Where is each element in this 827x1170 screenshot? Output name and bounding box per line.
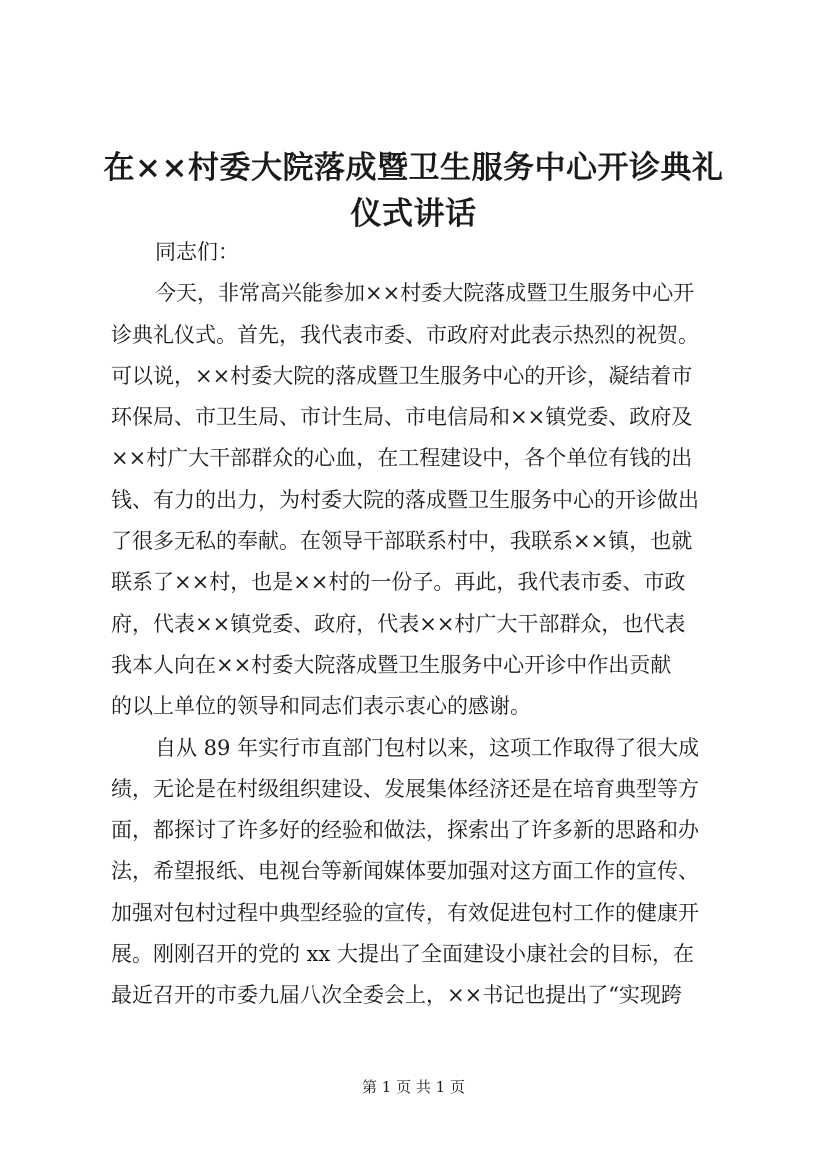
page-footer: 第 1 页 共 1 页: [362, 1078, 465, 1096]
document-body: [111, 232, 751, 1017]
body-line: 诊典礼仪式。首先，我代表市委、市政府对此表示热烈的祝贺。: [111, 322, 699, 347]
body-line: 绩，无论是在村级组织建设、发展集体经济还是在培育典型等方: [111, 776, 699, 801]
body-line: 面，都探讨了许多好的经验和做法，探索出了许多新的思路和办: [111, 818, 699, 843]
document-title-line-1: 在××村委大院落成暨卫生服务中心开诊典礼: [103, 150, 724, 186]
body-line: 最近召开的市委九届八次全委会上，××书记也提出了“实现跨: [111, 983, 682, 1008]
body-line: 联系了××村，也是××村的一份子。再此，我代表市委、市政: [111, 570, 686, 595]
body-line: 今天，非常高兴能参加××村委大院落成暨卫生服务中心开: [155, 281, 695, 306]
body-line: 可以说，××村委大院的落成暨卫生服务中心的开诊，凝结着市: [111, 363, 693, 388]
body-line: 自从 89 年实行市直部门包村以来，这项工作取得了很大成: [155, 735, 700, 760]
body-line: 的以上单位的领导和同志们表示衷心的感谢。: [111, 694, 531, 719]
body-line: 府，代表××镇党委、政府，代表××村广大干部群众，也代表: [111, 611, 686, 636]
body-line: 加强对包村过程中典型经验的宣传，有效促进包村工作的健康开: [111, 900, 699, 925]
document-title-line-2: 仪式讲话: [350, 196, 477, 232]
body-line: 展。刚刚召开的党的 xx 大提出了全面建设小康社会的目标，在: [111, 942, 695, 967]
body-line: 了很多无私的奉献。在领导干部联系村中，我联系××镇，也就: [111, 529, 693, 554]
body-line: 我本人向在××村委大院落成暨卫生服务中心开诊中作出贡献: [111, 652, 672, 677]
salutation: 同志们：: [155, 240, 239, 264]
body-line: 钱、有力的出力，为村委大院的落成暨卫生服务中心的开诊做出: [111, 487, 699, 512]
body-line: ××村广大干部群众的心血，在工程建设中，各个单位有钱的出: [111, 446, 693, 471]
body-line: 法，希望报纸、电视台等新闻媒体要加强对这方面工作的宣传、: [111, 859, 699, 884]
body-line: 环保局、市卫生局、市计生局、市电信局和××镇党委、政府及: [111, 405, 693, 430]
